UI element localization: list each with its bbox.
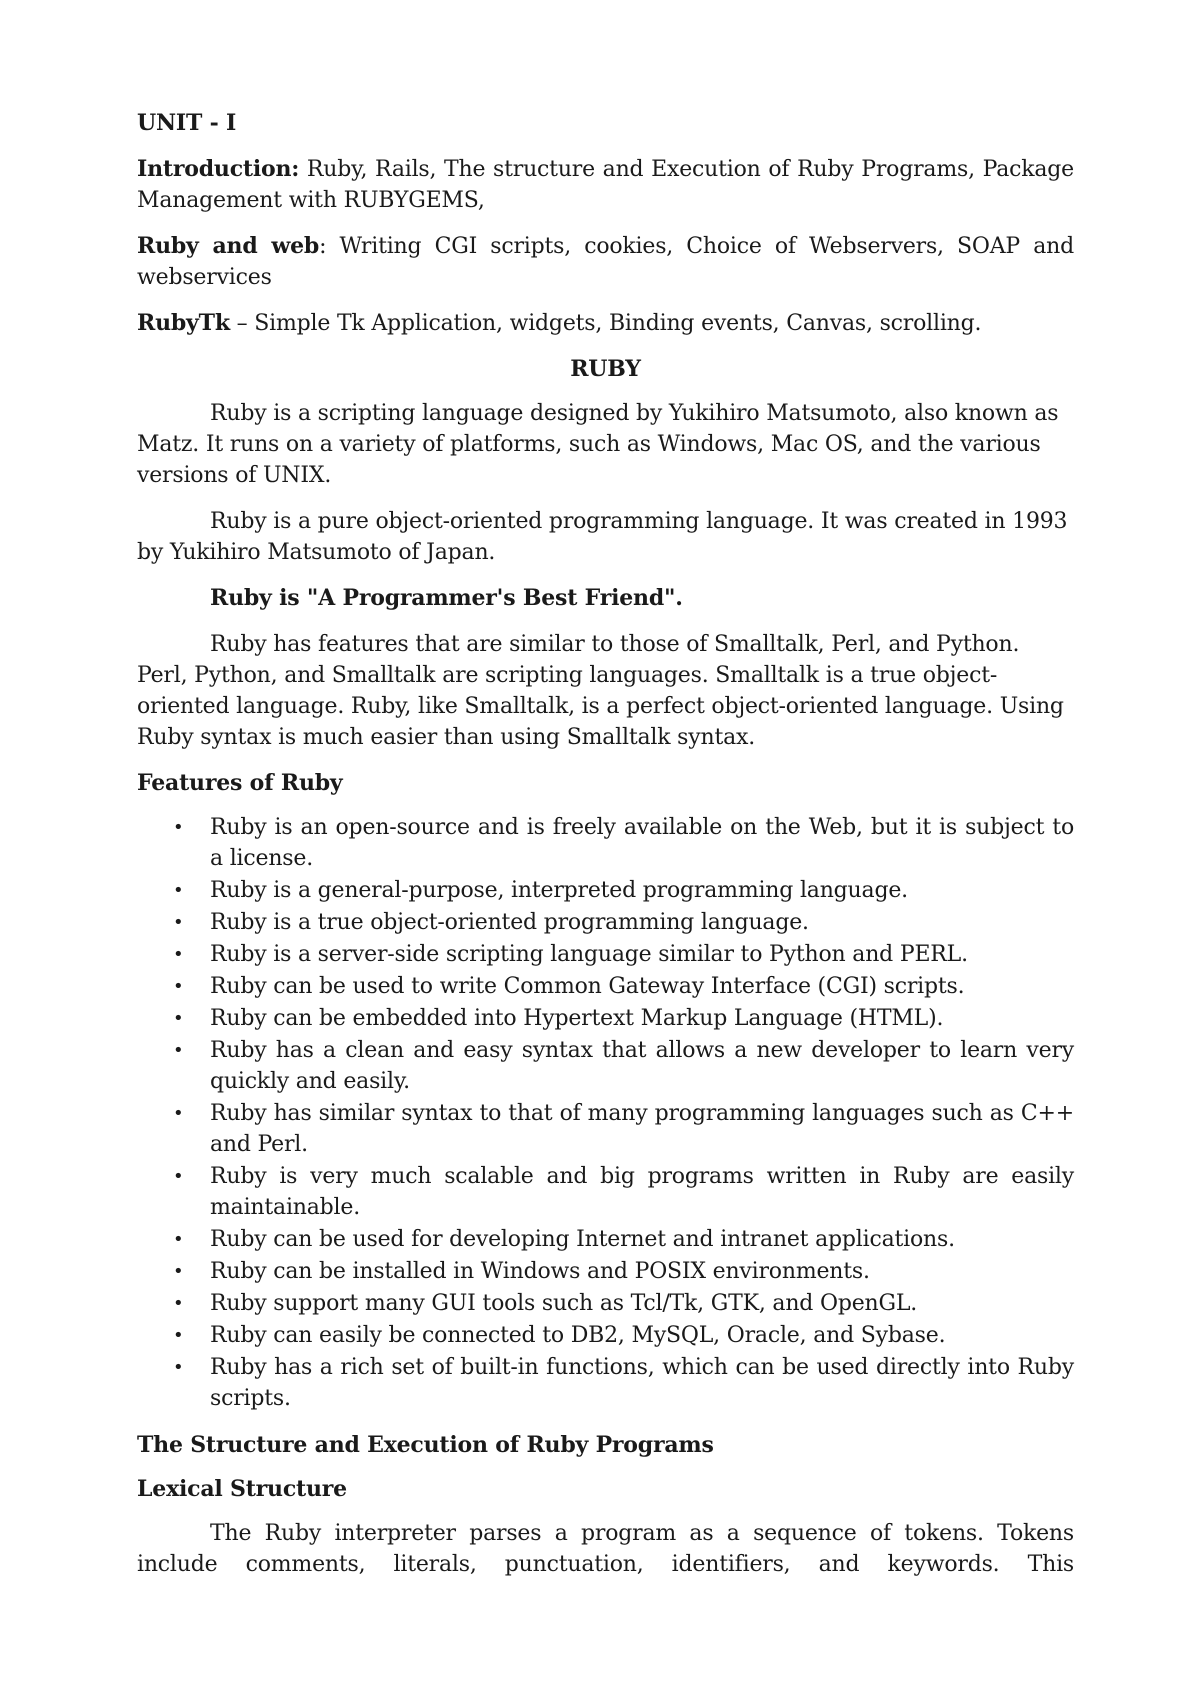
syllabus-rubytk: [137, 308, 1074, 339]
feature-item: [137, 1320, 1074, 1351]
feature-item: [137, 1161, 1074, 1223]
syllabus-ruby-and-web: [137, 231, 1074, 293]
feature-item: [137, 971, 1074, 1002]
paragraph-smalltalk: Ruby has features that are similar to those of Smalltalk, Perl, and Python. Perl, Python, and Smalltalk are scripting languages. Smalltalk is a true object-oriented language. Ruby, like Smalltalk, is a perfect object-oriented language. Using Ruby syntax is much easier than using Smalltalk syntax.: [137, 632, 1064, 750]
bullet-icon: •: [173, 976, 184, 997]
introduction-label: Introduction:: [137, 156, 300, 182]
features-list: [137, 812, 1074, 1414]
feature-item: [137, 812, 1074, 874]
bullet-icon: •: [173, 1261, 184, 1282]
feature-text: Ruby is a general-purpose, interpreted programming language.: [210, 878, 908, 903]
feature-text: Ruby is very much scalable and big programs written in Ruby are easily maintainable.: [210, 1164, 1074, 1220]
bullet-icon: •: [173, 1293, 184, 1314]
feature-text: Ruby can be used to write Common Gateway Interface (CGI) scripts.: [210, 974, 965, 999]
bullet-icon: •: [173, 1040, 184, 1061]
feature-item: [137, 1256, 1074, 1287]
feature-item: [137, 875, 1074, 906]
features-heading: Features of Ruby: [137, 770, 343, 796]
ruby-and-web-text: : Writing CGI scripts, cookies, Choice of Webservers, SOAP and webservices: [137, 234, 1074, 290]
syllabus-introduction: [137, 154, 1074, 216]
paragraph-created: Ruby is a pure object-oriented programming language. It was created in 1993 by Yukihiro Matsumoto of Japan.: [137, 509, 1068, 565]
bullet-icon: •: [173, 1357, 184, 1378]
feature-text: Ruby is an open-source and is freely available on the Web, but it is subject to a license.: [210, 815, 1074, 871]
bullet-icon: •: [173, 944, 184, 965]
feature-item: [137, 1035, 1074, 1097]
feature-item: [137, 1352, 1074, 1414]
ruby-and-web-label: Ruby and web: [137, 233, 320, 259]
paragraph-intro: Ruby is a scripting language designed by Yukihiro Matsumoto, also known as Matz. It runs on a variety of platforms, such as Windows, Mac OS, and the various versions of UNIX.: [137, 401, 1059, 488]
feature-text: Ruby can easily be connected to DB2, MySQL, Oracle, and Sybase.: [210, 1323, 946, 1348]
feature-item: [137, 1003, 1074, 1034]
feature-item: [137, 907, 1074, 938]
bullet-icon: •: [173, 1229, 184, 1250]
feature-text: Ruby support many GUI tools such as Tcl/Tk, GTK, and OpenGL.: [210, 1291, 918, 1316]
paragraph-lexical: The Ruby interpreter parses a program as a sequence of tokens. Tokens include comments, literals, punctuation, identifiers, and keywords. This: [137, 1521, 1074, 1577]
bullet-icon: •: [173, 817, 184, 838]
bullet-icon: •: [173, 880, 184, 901]
unit-heading: UNIT - I: [137, 110, 237, 136]
bullet-icon: •: [173, 1325, 184, 1346]
feature-text: Ruby can be installed in Windows and POSIX environments.: [210, 1259, 870, 1284]
document-page: [137, 108, 1074, 1595]
rubytk-label: RubyTk: [137, 310, 230, 336]
feature-text: Ruby can be used for developing Internet and intranet applications.: [210, 1227, 955, 1252]
feature-text: Ruby has a clean and easy syntax that allows a new developer to learn very quickly and easily.: [210, 1038, 1074, 1094]
feature-text: Ruby is a true object-oriented programming language.: [210, 910, 809, 935]
feature-item: [137, 1098, 1074, 1160]
feature-text: Ruby is a server-side scripting language similar to Python and PERL.: [210, 942, 968, 967]
structure-heading: The Structure and Execution of Ruby Programs: [137, 1432, 714, 1458]
bullet-icon: •: [173, 1103, 184, 1124]
feature-item: [137, 1288, 1074, 1319]
lexical-heading: Lexical Structure: [137, 1476, 347, 1502]
rubytk-text: – Simple Tk Application, widgets, Binding events, Canvas, scrolling.: [229, 311, 982, 336]
feature-item: [137, 939, 1074, 970]
bullet-icon: •: [173, 912, 184, 933]
introduction-text: Ruby, Rails, The structure and Execution of Ruby Programs, Package Management with RUBYGEMS,: [137, 157, 1074, 213]
feature-text: Ruby has similar syntax to that of many programming languages such as C++ and Perl.: [210, 1101, 1074, 1157]
bullet-icon: •: [173, 1008, 184, 1029]
feature-item: [137, 1224, 1074, 1255]
feature-text: Ruby can be embedded into Hypertext Markup Language (HTML).: [210, 1006, 944, 1031]
best-friend-quote: Ruby is "A Programmer's Best Friend".: [210, 585, 683, 611]
bullet-icon: •: [173, 1166, 184, 1187]
feature-text: Ruby has a rich set of built-in functions, which can be used directly into Ruby scripts.: [210, 1355, 1074, 1411]
section-title: RUBY: [570, 356, 641, 382]
